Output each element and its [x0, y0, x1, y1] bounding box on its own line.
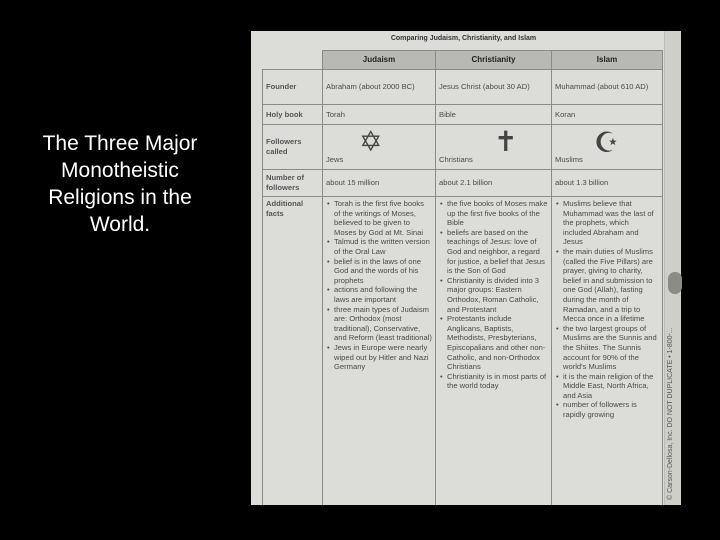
fact-item: • Jews in Europe were nearly wiped out by Hitler and Nazi Germany [334, 343, 432, 372]
facts-list-christianity [439, 199, 548, 391]
fact-item: • beliefs are based on the teachings of Jesus: love of God and neighbor, a regard for justice, a belief that Jesus is the Son of God [447, 228, 548, 276]
followers-label-islam: Muslims [555, 155, 583, 165]
column-header-islam: Islam [552, 51, 663, 70]
row-label-additional-facts: Additional facts [263, 197, 323, 506]
table-row-founder [263, 70, 663, 105]
fact-item: • the five books of Moses make up the first five books of the Bible [447, 199, 548, 228]
fact-item: • the two largest groups of Muslims are the Sunnis and the Shiites. The Sunnis account for 90% of the world's Muslims [563, 324, 659, 372]
crescent-star-icon: ☪ [594, 127, 620, 158]
table-row-holy-book [263, 105, 663, 125]
fact-item: • the main duties of Muslims (called the Five Pillars) are prayer, giving to charity, belief in and submission to one God (Allah), fasting during the month of Ramadan, and a trip to Mecca once in a lifetime [563, 247, 659, 324]
cell-facts-judaism [323, 197, 436, 506]
star-of-david-icon: ✡ [359, 126, 383, 157]
column-header-christianity: Christianity [436, 51, 552, 70]
binder-ring [668, 272, 682, 294]
slide-title: The Three Major Monotheistic Religions in the World. [42, 132, 198, 236]
facts-list-islam [555, 199, 659, 420]
fact-item: • Protestants include Anglicans, Baptists, Methodists, Presbyterians, Episcopalians and other non-Catholic, and non-Orthodox Christians [447, 314, 548, 372]
fact-item: • belief is in the laws of one God and the words of his prophets [334, 257, 432, 286]
fact-item: • Talmud is the written version of the Oral Law [334, 237, 432, 256]
cell-followers-islam [552, 125, 663, 170]
fact-item: • Christianity is in most parts of the world today [447, 372, 548, 391]
row-label-number-of-followers: Number of followers [263, 170, 323, 197]
fact-item: • actions and following the laws are important [334, 285, 432, 304]
table-row-number-of-followers [263, 170, 663, 197]
row-label-holy-book: Holy book [263, 105, 323, 125]
column-header-judaism: Judaism [323, 51, 436, 70]
followers-label-christianity: Christians [439, 155, 473, 165]
cell-followers-christianity [436, 125, 552, 170]
cell-number-islam: about 1.3 billion [552, 170, 663, 197]
table-row-followers-called [263, 125, 663, 170]
table-row-additional-facts [263, 197, 663, 506]
fact-item: • it is the main religion of the Middle East, North Africa, and Asia [563, 372, 659, 401]
facts-list-judaism [326, 199, 432, 372]
cross-icon: ✝ [494, 126, 518, 157]
fact-item: • Torah is the first five books of the writings of Moses, believed to be given to Moses by God at Mt. Sinai [334, 199, 432, 237]
cell-holy-book-christianity: Bible [436, 105, 552, 125]
comparison-table [262, 50, 663, 505]
fact-item: • three main types of Judaism are: Orthodox (most traditional), Conservative, and Reform (least traditional) [334, 305, 432, 343]
cell-founder-judaism: Abraham (about 2000 BC) [323, 70, 436, 105]
fact-item: • Muslims believe that Muhammad was the last of the prophets, which included Abraham and Jesus [563, 199, 659, 247]
cell-holy-book-islam: Koran [552, 105, 663, 125]
cell-followers-judaism [323, 125, 436, 170]
row-label-followers-called: Followers called [263, 125, 323, 170]
table-corner [263, 51, 323, 70]
cell-founder-christianity: Jesus Christ (about 30 AD) [436, 70, 552, 105]
fact-item: • number of followers is rapidly growing [563, 400, 659, 419]
table-title: Comparing Judaism, Christianity, and Islam [390, 35, 537, 42]
textbook-page [251, 31, 676, 505]
copyright-edge-text: © Carson-Dellosa, Inc. DO NOT DUPLICATE • 1-800-... [667, 327, 674, 500]
row-label-founder: Founder [263, 70, 323, 105]
followers-label-judaism: Jews [326, 155, 344, 165]
cell-holy-book-judaism: Torah [323, 105, 436, 125]
cell-facts-christianity [436, 197, 552, 506]
fact-item: • Christianity is divided into 3 major groups: Eastern Orthodox, Roman Catholic, and Protestant [447, 276, 548, 314]
cell-number-christianity: about 2.1 billion [436, 170, 552, 197]
cell-founder-islam: Muhammad (about 610 AD) [552, 70, 663, 105]
cell-number-judaism: about 15 million [323, 170, 436, 197]
cell-facts-islam [552, 197, 663, 506]
